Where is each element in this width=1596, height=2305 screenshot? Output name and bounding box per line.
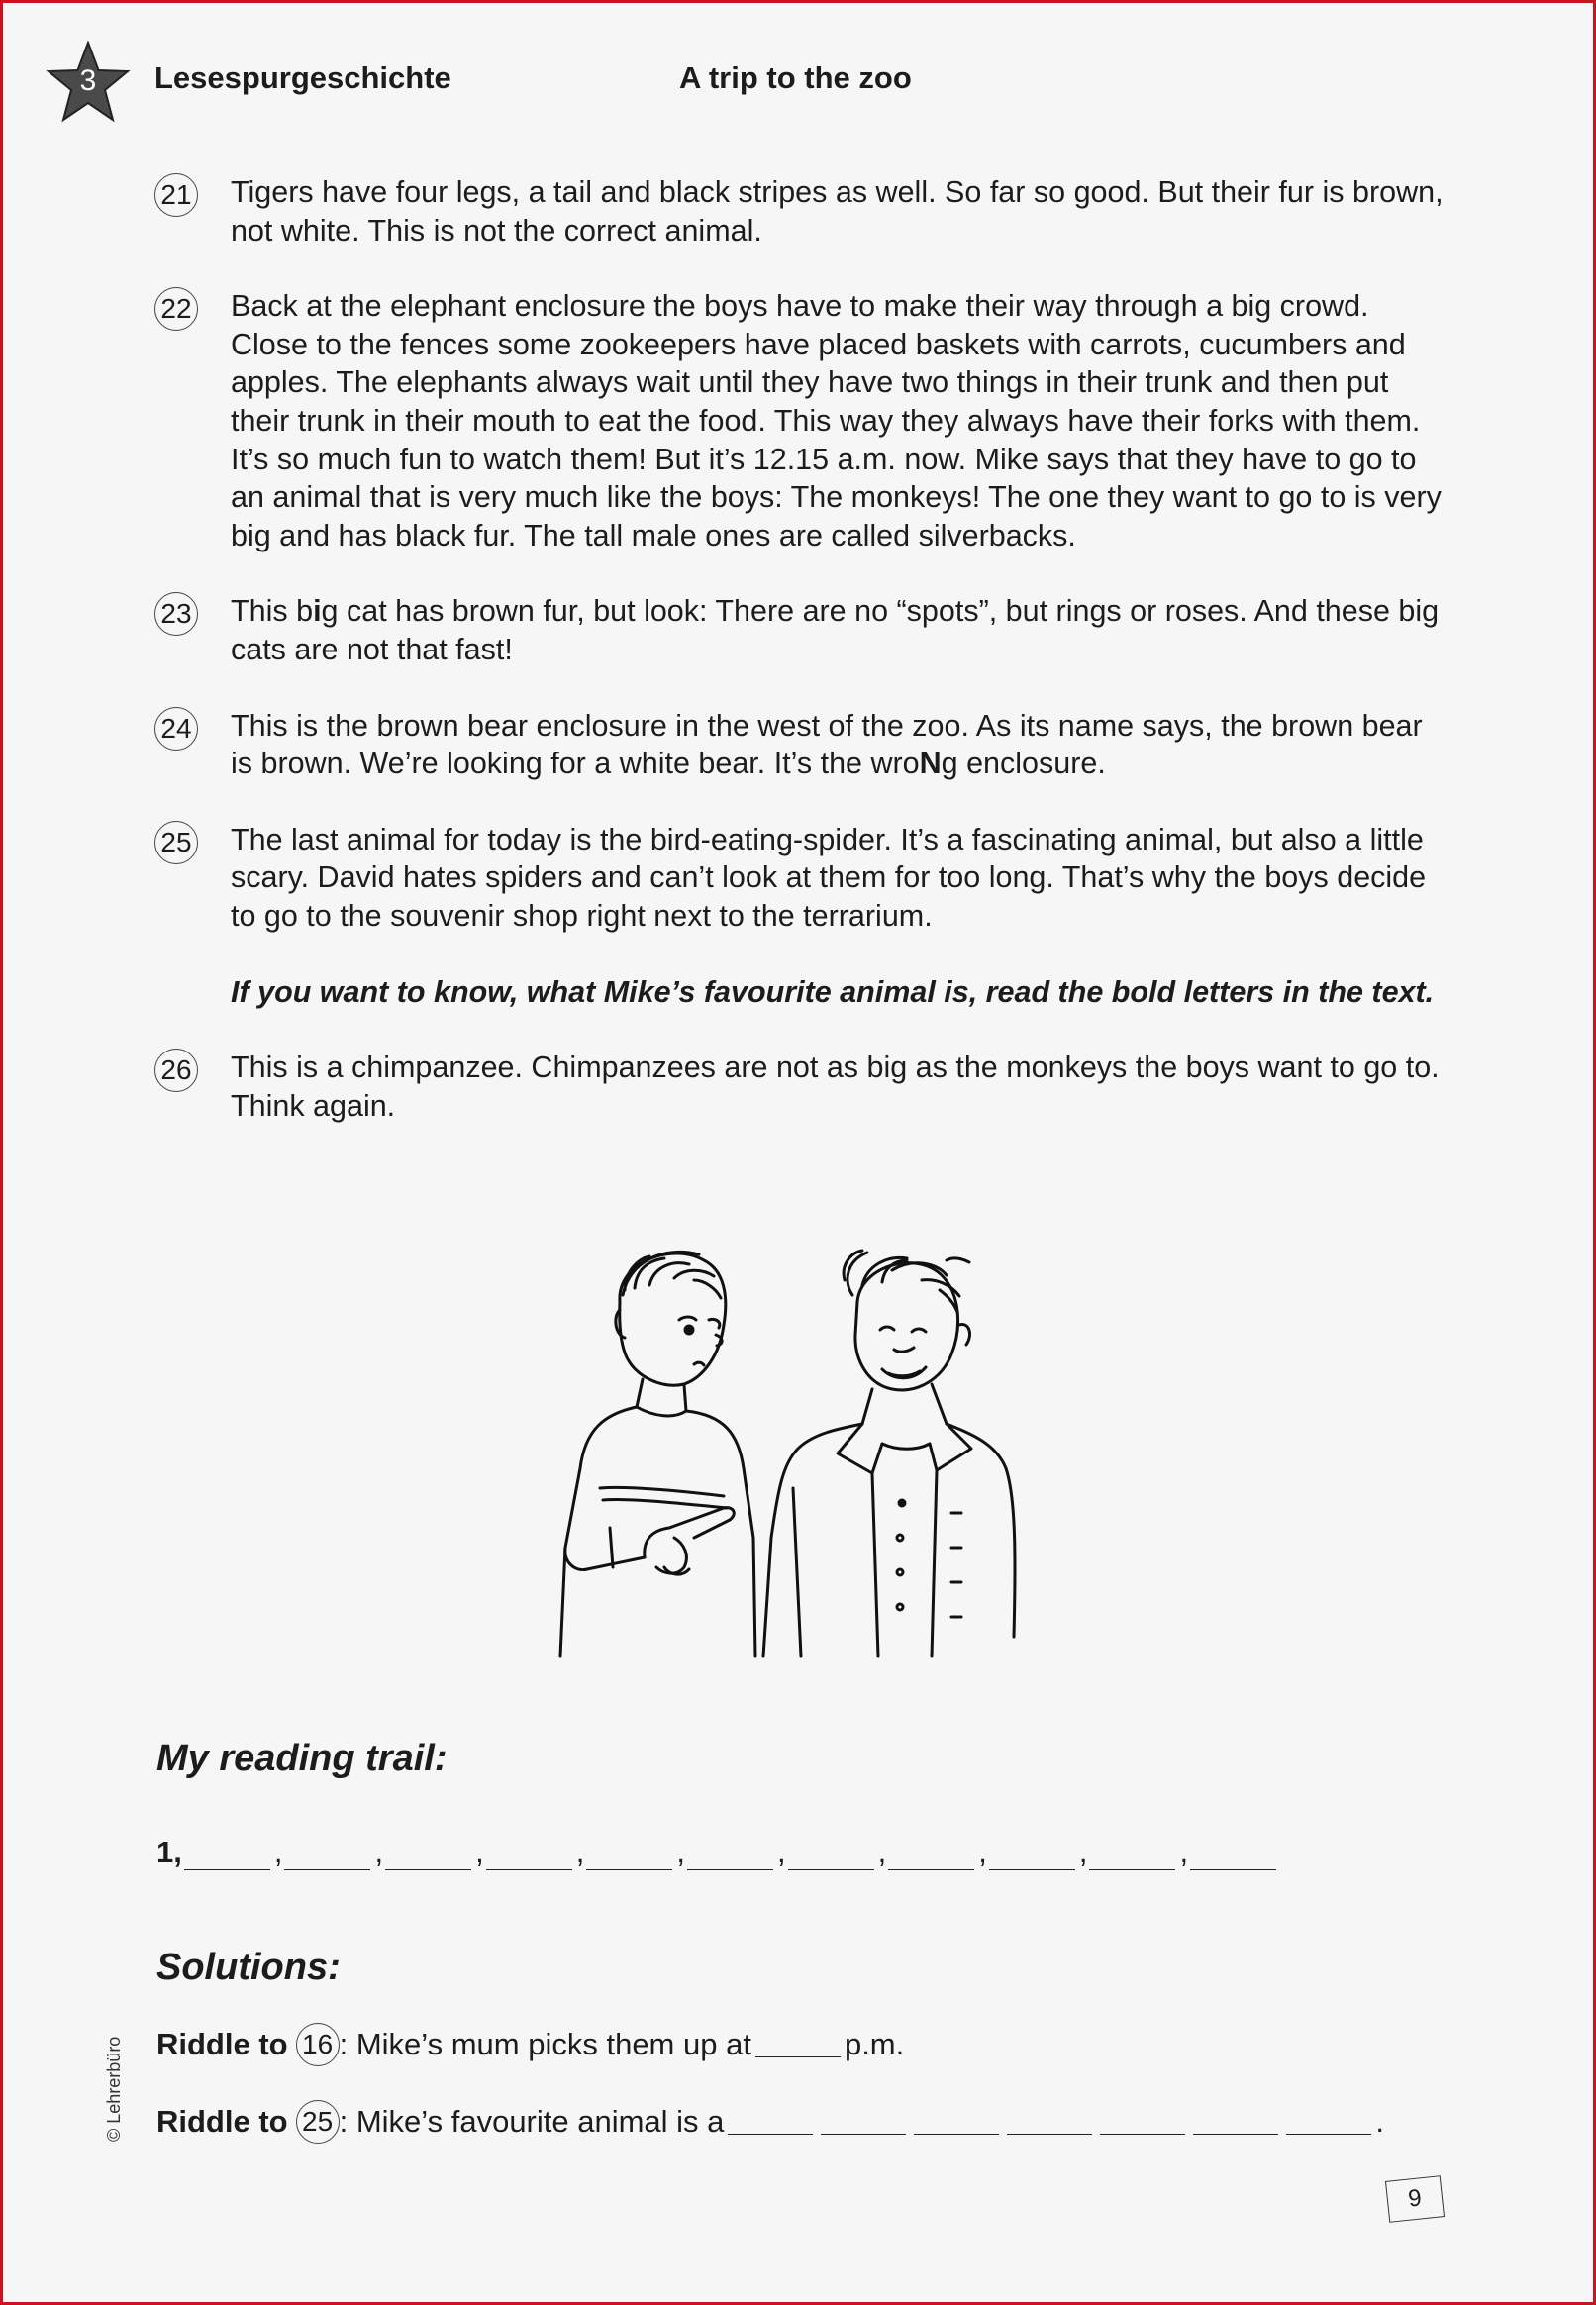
riddle-16 (156, 2023, 904, 2066)
riddle-label: Riddle to (156, 2027, 288, 2061)
answer-blank[interactable] (1193, 2110, 1278, 2135)
separator: , (374, 1835, 384, 1869)
copyright-notice: © Lehrerbüro (104, 2036, 124, 2142)
reading-trail-answer (156, 1835, 1278, 1870)
riddle-label: Riddle to (156, 2104, 288, 2139)
text-segment: g cat has brown fur, but look: There are no “spots”, but rings or roses. And these big cats are not that fast! (231, 594, 1440, 666)
answer-blank[interactable] (1286, 2110, 1371, 2135)
trail-blank[interactable] (486, 1844, 572, 1870)
list-item (154, 173, 1446, 250)
item-number: 21 (154, 173, 198, 217)
separator: , (676, 1835, 685, 1869)
answer-blank[interactable] (821, 2110, 906, 2135)
reading-trail-heading: My reading trail: (156, 1738, 448, 1779)
list-item (154, 1049, 1446, 1125)
separator: , (1179, 1835, 1189, 1869)
trail-blank[interactable] (385, 1844, 471, 1870)
page-title: A trip to the zoo (679, 60, 912, 95)
separator: , (1078, 1835, 1088, 1869)
separator: , (575, 1835, 585, 1869)
chapter-number: 3 (79, 64, 97, 97)
item-number: 23 (154, 592, 198, 636)
list-item (154, 592, 1446, 668)
chapter-badge (45, 41, 132, 124)
item-text: Tigers have four legs, a tail and black stripes as well. So far so good. But their fur is brown, not white. This is not the correct animal. (231, 175, 1444, 248)
separator: , (978, 1835, 987, 1869)
bold-letter: i (313, 594, 322, 629)
answer-blank[interactable] (728, 2110, 813, 2135)
riddle-number: 25 (296, 2100, 340, 2144)
trail-blank[interactable] (1089, 1844, 1175, 1870)
text-segment: This is the brown bear enclosure in the west of the zoo. As its name says, the brown bear is brown. We’re looking for a white bear. It’s the wro (231, 708, 1423, 781)
trail-blank[interactable] (184, 1844, 270, 1870)
bold-letter: N (919, 747, 942, 781)
list-item (154, 707, 1446, 783)
trail-blank[interactable] (687, 1844, 773, 1870)
item-text: This is a chimpanzee. Chimpanzees are not as big as the monkeys the boys want to go to. Think again. (231, 1051, 1440, 1123)
instruction-text: If you want to know, what Mike’s favourite animal is, read the bold letters in the text. (231, 974, 1435, 1009)
riddle-text: : Mike’s mum picks them up at (339, 2027, 751, 2061)
boys-illustration (526, 1241, 1080, 1666)
separator: , (877, 1835, 887, 1869)
item-text: Back at the elephant enclosure the boys have to make their way through a big crowd. Close to the fences some zookeepers have placed baskets with carrots, cucumbers and apples. The elephants always wait until they have two things in their trunk and then put their trunk in their mouth to eat the food. This way they always have their forks with them. It’s so much fun to watch them! But it’s 12.15 a.m. now. Mike says that they have to go to an animal that is very much like the boys: The monkeys! The one they want to go to is very big and has black fur. The tall male ones are called silverbacks. (231, 289, 1442, 552)
item-text (231, 707, 1446, 783)
riddle-text-end: p.m. (844, 2027, 905, 2061)
text-segment: This b (231, 594, 314, 629)
item-number: 24 (154, 707, 198, 751)
answer-blank[interactable] (755, 2033, 841, 2057)
reading-items (154, 173, 1446, 1162)
item-text: The last animal for today is the bird-eating-spider. It’s a fascinating animal, but also a little scary. David hates spiders and can’t look at them for too long. That’s why the boys decide to go to the souvenir shop right next to the terrarium. (231, 822, 1427, 933)
item-number: 26 (154, 1049, 198, 1092)
answer-blank[interactable] (1007, 2110, 1092, 2135)
trail-blank[interactable] (989, 1844, 1075, 1870)
list-item (154, 287, 1446, 554)
page-number: 9 (1385, 2175, 1445, 2223)
trail-blank[interactable] (788, 1844, 874, 1870)
separator: , (475, 1835, 484, 1869)
trail-blank[interactable] (1190, 1844, 1276, 1870)
item-text (231, 592, 1446, 668)
riddle-text: : Mike’s favourite animal is a (339, 2104, 725, 2139)
trail-start: 1, (156, 1835, 182, 1869)
trail-blank[interactable] (586, 1844, 672, 1870)
item-number: 25 (154, 821, 198, 864)
series-label: Lesespurgeschichte (154, 60, 451, 95)
trail-blank[interactable] (888, 1844, 974, 1870)
answer-blank[interactable] (914, 2110, 999, 2135)
riddle-25 (156, 2100, 1384, 2144)
riddle-text-end: . (1375, 2104, 1385, 2139)
separator: , (273, 1835, 283, 1869)
list-item (154, 821, 1446, 936)
item-number: 22 (154, 287, 198, 331)
riddle-number: 16 (296, 2023, 340, 2066)
answer-blank[interactable] (1100, 2110, 1185, 2135)
solutions-heading: Solutions: (156, 1947, 341, 1988)
trail-blank[interactable] (284, 1844, 370, 1870)
separator: , (776, 1835, 786, 1869)
text-segment: g enclosure. (941, 747, 1106, 781)
